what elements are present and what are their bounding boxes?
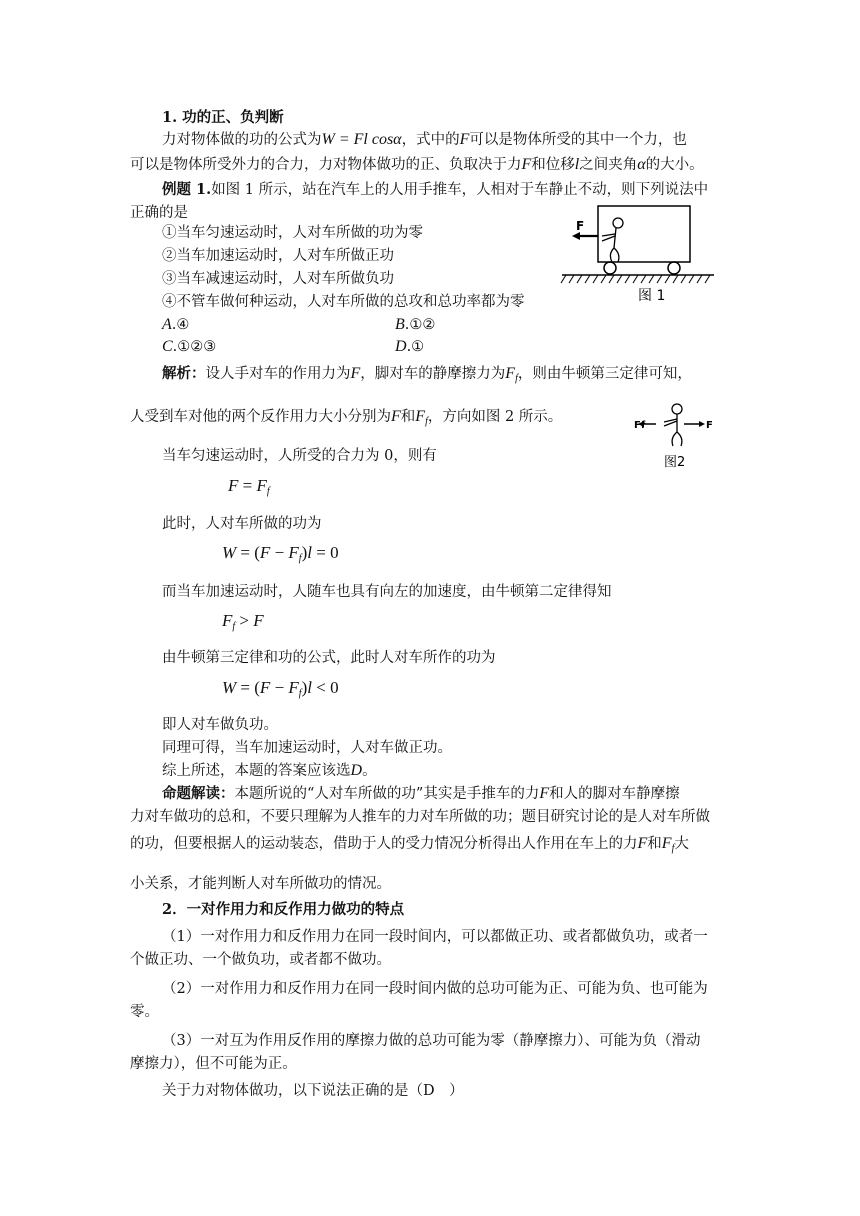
solution-line-1 — [162, 364, 692, 389]
point-1-line-1: （1）一对作用力和反作用力在同一段时间内，可以都做正功、或者都做负功，或者一 — [162, 929, 708, 945]
text: 人受到车对他的两个反作用力大小分别为 — [130, 409, 391, 425]
text: 和位移 — [531, 157, 575, 173]
text: 本题所说的“人对车所做的功”其实是手推车的力 — [234, 786, 540, 802]
symbol-Ff — [505, 365, 518, 382]
symbol-F: F — [637, 835, 648, 852]
ground-hatching — [561, 275, 710, 283]
option-letter: C — [162, 338, 173, 355]
symbol-Ff — [415, 408, 428, 425]
commentary-line-3 — [130, 834, 689, 859]
paragraph-line — [162, 130, 687, 150]
option-letter: B — [395, 316, 405, 333]
commentary-label: 命题解读： — [162, 785, 235, 802]
symbol-F: F — [539, 785, 550, 802]
text: 力对物体做的功的公式为 — [162, 132, 322, 148]
text: 如图 1 所示，站在汽车上的人用手推车，人相对于车静止不动，则下列说法中 — [211, 182, 709, 198]
figure-2-caption: 图2 — [664, 455, 686, 470]
statement-3: ③当车减速运动时，人对车所做负功 — [162, 271, 394, 287]
option-text: .①②③ — [172, 339, 217, 355]
figure-1-caption: 图 1 — [638, 288, 666, 304]
option-a — [162, 315, 189, 335]
option-text: .① — [406, 339, 425, 355]
text: 大 — [674, 836, 689, 852]
solution-step-3: 而当车加速运动时，人随车也具有向左的加速度，由牛顿第二定律得知 — [162, 584, 612, 600]
text: 的功，但要根据人的运动装态，借助于人的受力情况分析得出人作用在车上的力 — [130, 836, 638, 852]
commentary-line-4: 小关系，才能判断人对车所做功的情况。 — [130, 876, 391, 892]
force-label: F — [576, 219, 585, 233]
friction-label: Ff — [634, 420, 646, 431]
option-b — [395, 315, 435, 335]
solution-step-2: 此时，人对车所做的功为 — [162, 516, 322, 532]
symbol-F: F — [350, 365, 361, 382]
text: 设人手对车的作用力为 — [205, 366, 351, 382]
section-heading-1: 1. 功的正、负判断 — [162, 109, 284, 126]
equation-work-negative: $W = (F - F_f)l < 0$ — [222, 678, 339, 699]
answer-letter: D — [350, 762, 363, 779]
symbol-sub: f — [671, 843, 675, 854]
statement-4: ④不管车做何种运动，人对车所做的总攻和总功率都为零 — [162, 294, 525, 310]
symbol-F: F — [521, 156, 532, 173]
option-text: .①② — [404, 317, 436, 333]
symbol-base: F — [661, 835, 672, 852]
person-figure — [602, 218, 623, 262]
example-label: 例题 1. — [162, 181, 212, 198]
symbol-alpha: α — [637, 156, 646, 173]
force-arrowhead — [572, 232, 580, 240]
option-d — [395, 337, 424, 357]
text: 的大小。 — [645, 157, 704, 173]
force-arrowhead — [699, 421, 705, 427]
symbol-sub: f — [425, 416, 428, 427]
commentary-line-1 — [162, 784, 680, 804]
option-letter: A — [162, 316, 172, 333]
point-3-line-1: （3）一对互为作用反作用的摩擦力做的总功可能为零（静摩擦力）、可能为负（滑动 — [162, 1033, 701, 1049]
text: 。 — [362, 763, 377, 779]
solution-step-4: 由牛顿第三定律和功的公式，此时人对车所作的功为 — [162, 650, 496, 666]
figure-2-force-diagram — [632, 398, 722, 473]
point-3-line-2: 摩擦力），但不可能为正。 — [130, 1056, 297, 1072]
option-c — [162, 337, 216, 357]
symbol-base: F — [505, 365, 516, 382]
person-figure — [664, 404, 682, 446]
text: 可以是物体所受外力的合力，力对物体做功的正、负取决于力 — [130, 157, 522, 173]
statement-2: ②当车加速运动时，人对车所做正功 — [162, 248, 394, 264]
point-1-line-2: 个做正功、一个做负功，或者都不做功。 — [130, 952, 391, 968]
text: ，式中的 — [401, 132, 460, 148]
cart-wheel-right — [668, 262, 680, 274]
example-question — [162, 180, 708, 200]
text: 和 — [647, 836, 662, 852]
section-heading-2: 2．一对作用力和反作用力做功的特点 — [162, 901, 405, 918]
symbol-sub: f — [515, 373, 518, 384]
solution-conclusion — [162, 761, 377, 781]
solution-line-2 — [130, 407, 562, 432]
text: 和 — [400, 409, 416, 425]
symbol-Ff — [662, 835, 675, 852]
solution-label: 解析： — [162, 365, 206, 382]
text: 和人的脚对车静摩擦 — [549, 786, 680, 802]
solution-step-5: 即人对车做负功。 — [162, 717, 278, 733]
equation-Ff-greater-F: $F_f > F$ — [222, 611, 264, 632]
symbol-F: F — [391, 408, 401, 425]
text: 可以是物体所受的其中一个力，也 — [469, 132, 687, 148]
text: ，脚对车的静摩擦力为 — [360, 366, 506, 382]
symbol-l: l — [574, 156, 580, 173]
symbol-F: F — [459, 131, 470, 148]
text: ，方向如图 2 所示。 — [427, 409, 563, 425]
statement-1: ①当车匀速运动时，人对车所做的功为零 — [162, 225, 423, 241]
paragraph-line — [130, 155, 704, 175]
question-line: 关于力对物体做功，以下说法正确的是（D ） — [162, 1083, 464, 1099]
option-text: .④ — [171, 317, 190, 333]
force-label: F — [706, 420, 713, 431]
point-2-line-2: 零。 — [130, 1004, 159, 1020]
symbol-base: F — [415, 408, 426, 425]
option-letter: D — [395, 338, 407, 355]
commentary-line-2: 力对车做功的总和，不要只理解为人推车的力对车所做的功；题目研究讨论的是人对车所做 — [130, 809, 710, 825]
cart-wheel-left — [604, 262, 616, 274]
equation-work-zero: $W = (F - F_f)l = 0$ — [222, 543, 339, 564]
point-2-line-1: （2）一对作用力和反作用力在同一段时间内做的总功可能为正、可能为负、也可能为 — [162, 981, 708, 997]
equation-F-equals-Ff: $F = F_f$ — [228, 476, 270, 497]
text: ，则由牛顿第三定律可知， — [517, 366, 692, 382]
text: 综上所述，本题的答案应该选 — [162, 763, 351, 779]
example-question-cont: 正确的是 — [130, 205, 188, 221]
text: 之间夹角 — [579, 157, 638, 173]
solution-step-6: 同理可得，当车加速运动时，人对车做正功。 — [162, 740, 452, 756]
figure-1-cart-diagram — [558, 200, 718, 308]
solution-step-1: 当车匀速运动时，人所受的合力为 0，则有 — [162, 448, 437, 464]
work-formula: W = Fl cosα — [321, 131, 402, 148]
